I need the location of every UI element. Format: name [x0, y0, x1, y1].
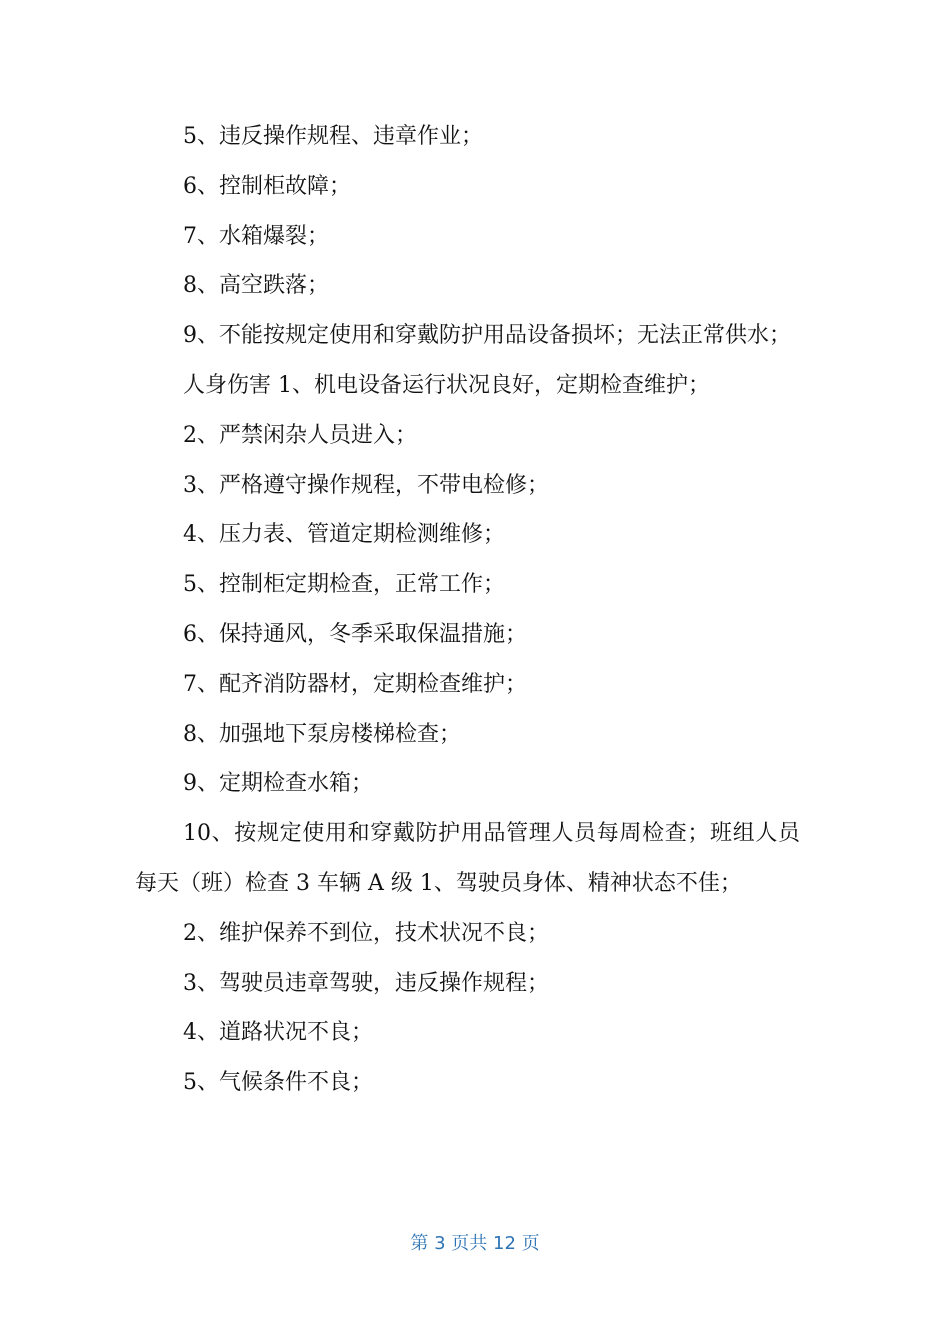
paragraph: 4、压力表、管道定期检测维修； [183, 522, 505, 548]
paragraph: 9、不能按规定使用和穿戴防护用品设备损坏；无法正常供水； [183, 323, 791, 349]
paragraph: 5、违反操作规程、违章作业； [183, 124, 483, 149]
paragraph: 4、道路状况不良； [183, 1020, 373, 1046]
paragraph: 8、加强地下泵房楼梯检查； [183, 721, 461, 747]
paragraph: 2、维护保养不到位，技术状况不良； [183, 920, 549, 946]
document-body [135, 112, 800, 1108]
paragraph: 2、严禁闲杂人员进入； [183, 422, 417, 448]
paragraph: 5、控制柜定期检查，正常工作； [183, 572, 505, 598]
paragraph: 6、控制柜故障； [183, 173, 351, 199]
paragraph: 6、保持通风，冬季采取保温措施； [183, 621, 527, 647]
paragraph: 7、配齐消防器材，定期检查维护； [183, 671, 527, 697]
paragraph: 8、高空跌落； [183, 273, 329, 299]
paragraph: 5、气候条件不良； [183, 1070, 373, 1096]
paragraph: 10、按规定使用和穿戴防护用品管理人员每周检查；班组人员每天（班）检查 3 车辆 A 级 1、驾驶员身体、精神状态不佳； [135, 821, 800, 896]
paragraph: 9、定期检查水箱； [183, 771, 373, 797]
page-number-footer: 第 3 页共 12 页 [410, 1233, 540, 1254]
paragraph: 3、严格遵守操作规程，不带电检修； [183, 472, 549, 498]
paragraph: 人身伤害 1、机电设备运行状况良好，定期检查维护； [183, 372, 710, 398]
paragraph: 3、驾驶员违章驾驶，违反操作规程； [183, 970, 549, 996]
paragraph: 7、水箱爆裂； [183, 223, 329, 249]
